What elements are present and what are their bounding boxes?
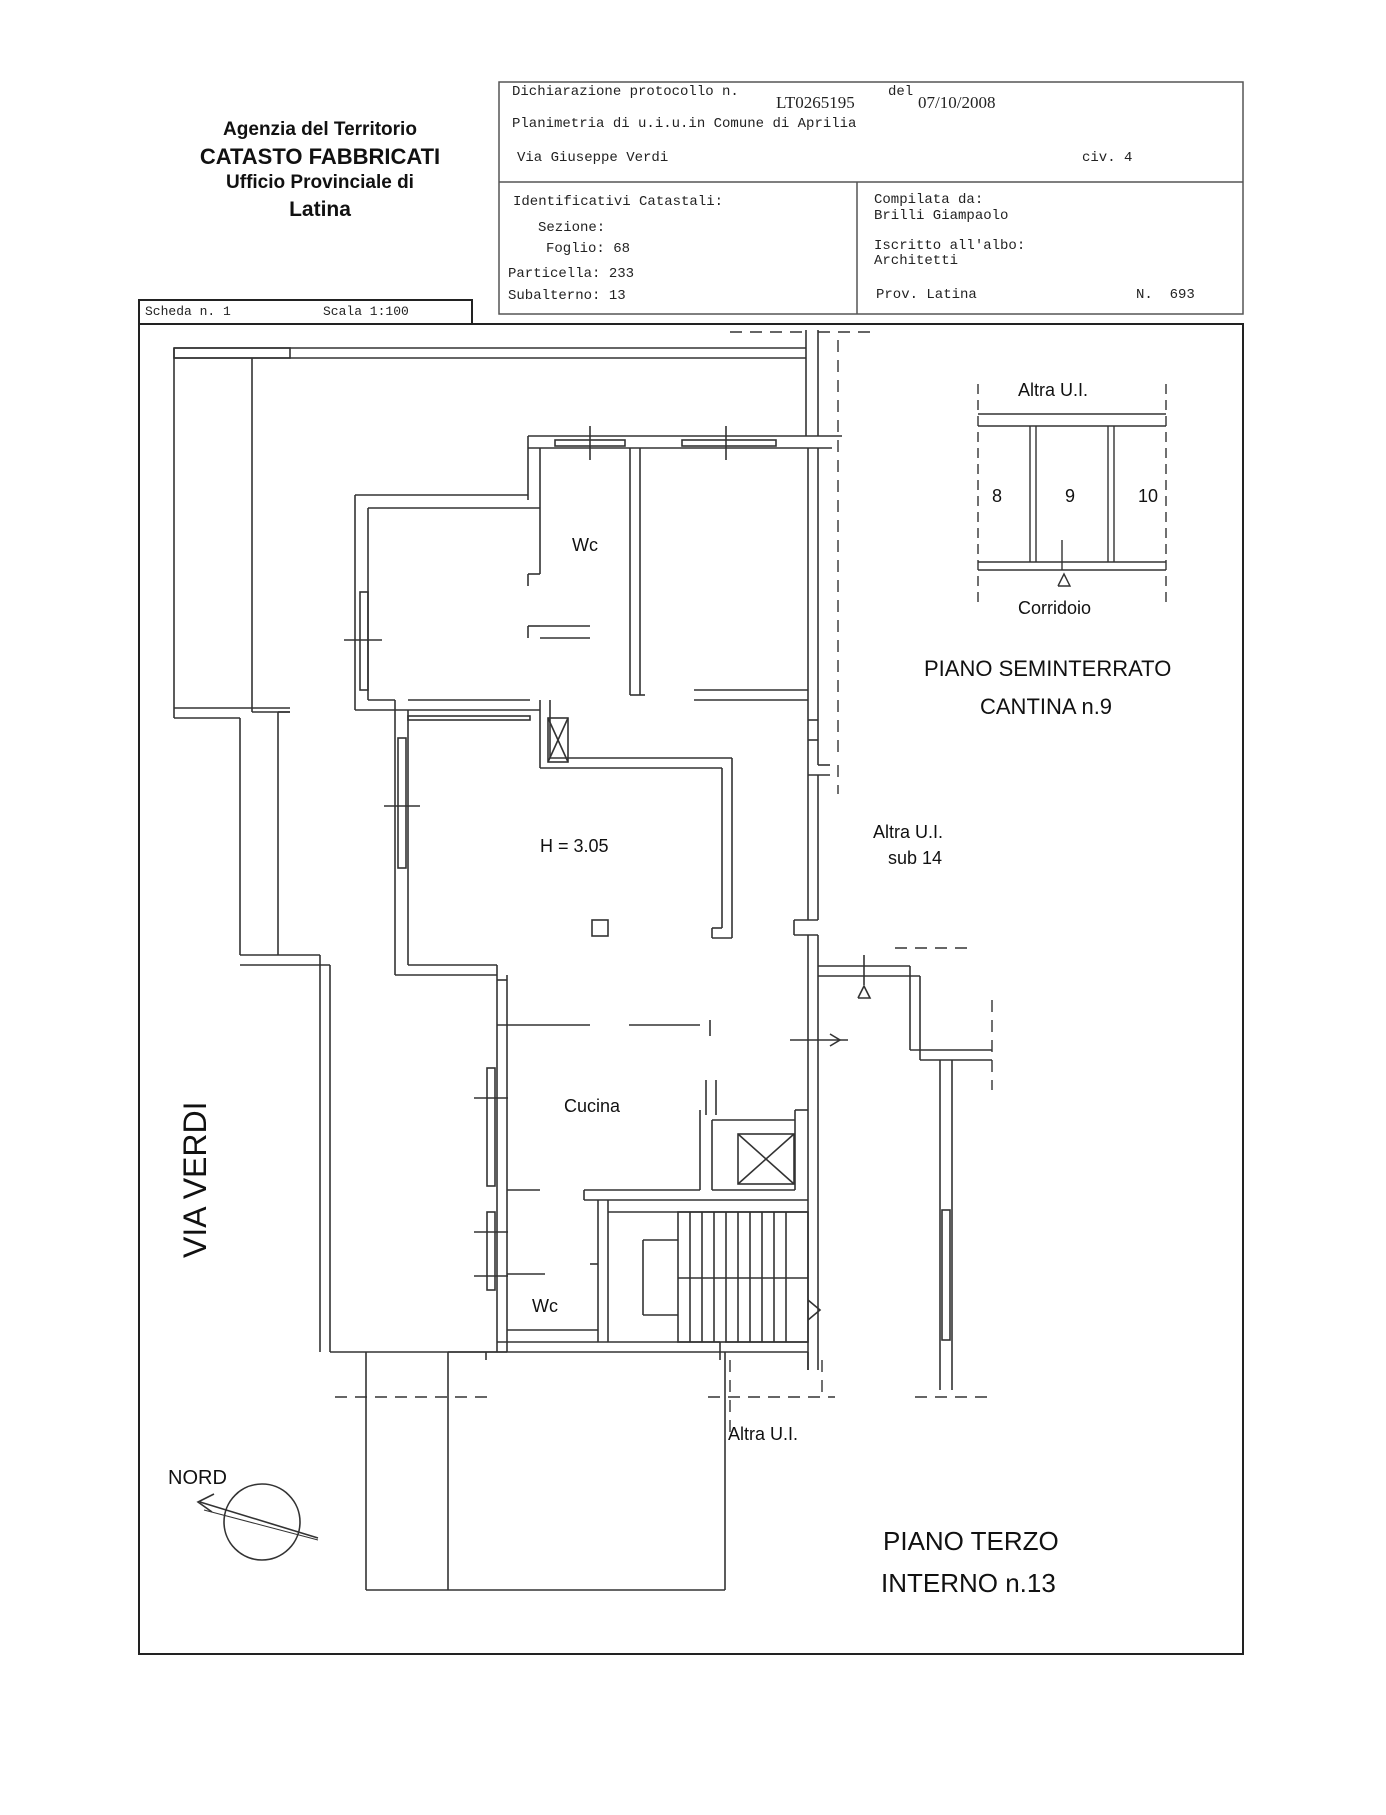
- ufficio-label: Ufficio Provinciale di: [226, 172, 414, 194]
- wc-bottom-label: Wc: [532, 1296, 558, 1316]
- ceiling-height-label: H = 3.05: [540, 836, 609, 856]
- scale-label: Scala 1:100: [323, 304, 409, 319]
- boundary-lines: [335, 332, 992, 1440]
- nord-label: NORD: [168, 1467, 227, 1489]
- province-field: Prov. Latina: [876, 287, 977, 303]
- declaration-date: 07/10/2008: [918, 93, 996, 112]
- piano-terzo-label: PIANO TERZO: [883, 1526, 1059, 1556]
- particella-field: Particella: 233: [508, 266, 635, 282]
- del-label: del: [888, 84, 914, 100]
- dichiarazione-label: Dichiarazione protocollo n.: [512, 84, 739, 100]
- sezione-field: Sezione:: [538, 220, 606, 236]
- agency-name: Agenzia del Territorio: [223, 119, 417, 140]
- compilata-label: Compilata da:: [874, 192, 984, 208]
- scheda-number: Scheda n. 1: [145, 304, 231, 319]
- protocollo-number: LT0265195: [776, 93, 855, 112]
- cellar-9-label: 9: [1065, 486, 1076, 506]
- via-verdi-label: VIA VERDI: [177, 1101, 213, 1258]
- compiler-name: Brilli Giampaolo: [874, 208, 1009, 224]
- registration-number: N. 693: [1136, 287, 1195, 303]
- cantina-number-label: CANTINA n.9: [980, 694, 1113, 719]
- province-name: Latina: [289, 197, 351, 221]
- cellar-8-label: 8: [992, 486, 1003, 506]
- piano-seminterrato-label: PIANO SEMINTERRATO: [924, 656, 1172, 681]
- subalterno-field: Subalterno: 13: [508, 288, 626, 304]
- iscritto-label: Iscritto all'albo:: [874, 238, 1026, 254]
- address-civic: civ. 4: [1082, 150, 1133, 166]
- identificativi-title: Identificativi Catastali:: [513, 194, 724, 210]
- cellar-10-label: 10: [1138, 486, 1159, 506]
- planimetria-line: Planimetria di u.i.u.in Comune di Aprilia: [512, 116, 857, 132]
- foglio-field: Foglio: 68: [546, 241, 631, 257]
- wc-top-label: Wc: [572, 535, 598, 555]
- cucina-label: Cucina: [564, 1096, 621, 1116]
- catasto-title: CATASTO FABBRICATI: [199, 143, 441, 169]
- sub14-label: sub 14: [888, 848, 943, 868]
- cantina-altra-ui-label: Altra U.I.: [1018, 380, 1089, 400]
- plan-walls: [174, 330, 992, 1590]
- corridoio-label: Corridoio: [1018, 598, 1092, 618]
- albo-name: Architetti: [874, 253, 959, 269]
- address-street: Via Giuseppe Verdi: [517, 150, 669, 166]
- altra-ui-bottom-label: Altra U.I.: [728, 1424, 799, 1444]
- north-compass: [198, 1484, 318, 1560]
- altra-ui-sub-label: Altra U.I.: [873, 822, 944, 842]
- interno-label: INTERNO n.13: [881, 1568, 1056, 1598]
